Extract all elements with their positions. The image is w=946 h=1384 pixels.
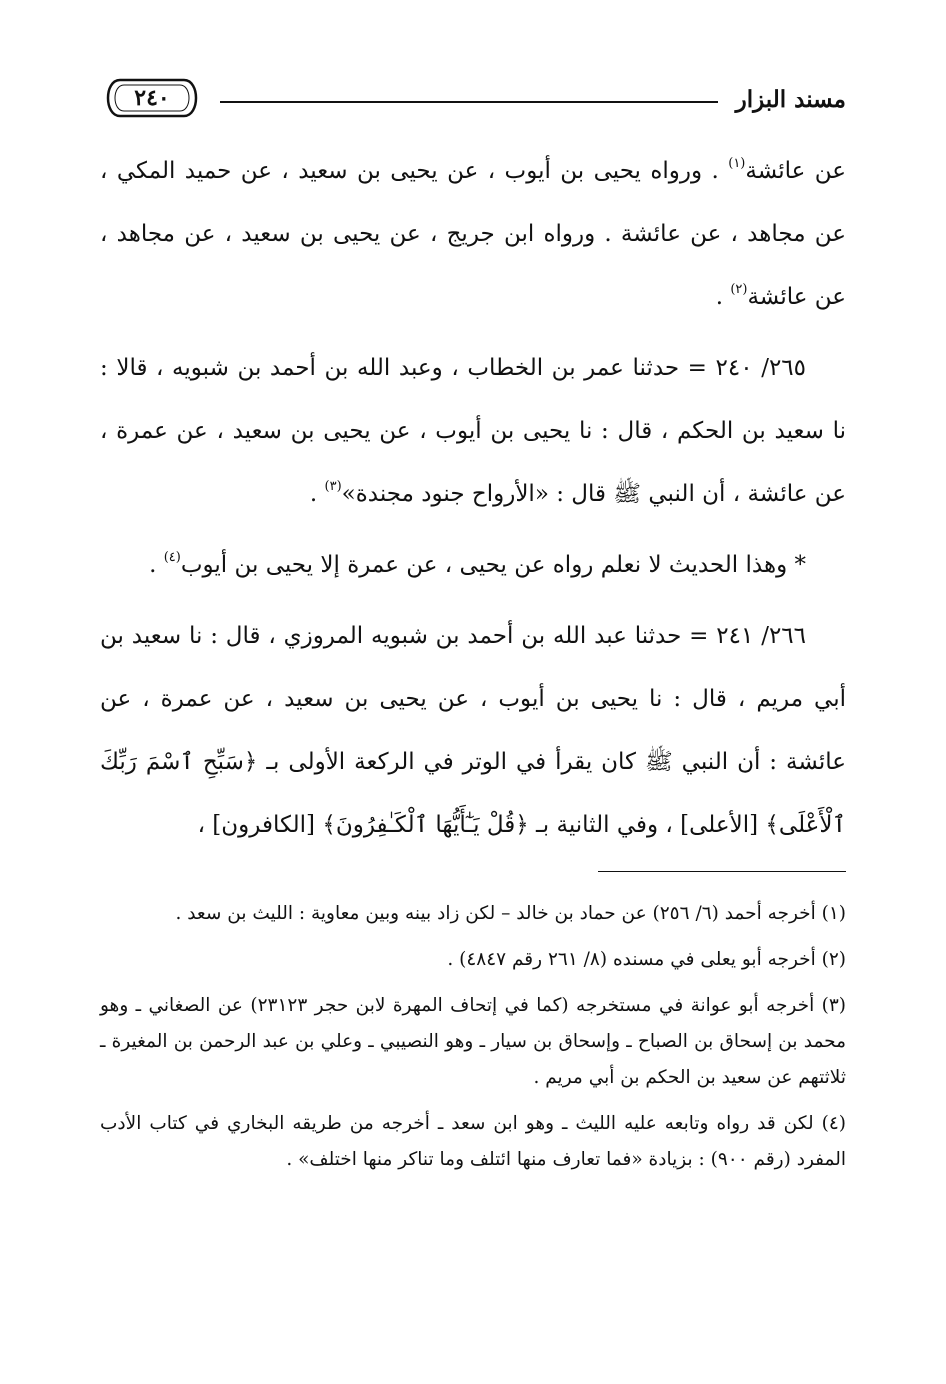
page-number: ٢٤٠ <box>134 85 170 111</box>
book-title: مسند البزار <box>735 86 846 113</box>
footnote-number: (٤) <box>821 1113 846 1134</box>
footnote-ref: (٢) <box>730 282 748 297</box>
paragraph-continuation <box>100 140 846 329</box>
footnote-divider <box>598 871 846 872</box>
footnote-4 <box>100 1106 846 1178</box>
footnote-text: أخرجه أبو عوانة في مستخرجه (كما في إتحاف المهرة لابن حجر ٢٣١٢٣) عن الصغاني ـ وهو محمد بن إسحاق بن الصباح ـ وإسحاق بن سيار ـ وهو النصيبي ـ وعلي بن عبد الرحمن بن المغيرة ـ ثلاثتهم عن سعيد بن الحكم بن أبي مريم . <box>100 995 846 1088</box>
paragraph-text: . <box>149 552 164 578</box>
footnote-text: أخرجه أبو يعلى في مسنده (٨/ ٢٦١ رقم ٤٨٤٧) . <box>447 949 816 970</box>
footnote-1 <box>100 896 846 932</box>
paragraph-text: * وهذا الحديث لا نعلم رواه عن يحيى ، عن عمرة إلا يحيى بن أيوب <box>180 552 806 578</box>
footnote-number: (٣) <box>821 995 846 1016</box>
paragraph-text: . ورواه يحيى بن أيوب ، عن يحيى بن سعيد ، عن حميد المكي ، عن مجاهد ، عن عائشة . ورواه ابن جريج ، عن يحيى بن سعيد ، عن مجاهد ، عن عائشة <box>100 158 846 310</box>
main-text <box>100 140 846 857</box>
footnotes <box>100 896 846 1188</box>
paragraph-text: . <box>309 481 325 507</box>
header-rule <box>220 101 718 103</box>
paragraph-text: ٢٦٦/ ٢٤١ = حدثنا عبد الله بن أحمد بن شبويه المروزي ، قال : نا سعيد بن أبي مريم ، قال : نا يحيى بن أيوب ، عن يحيى بن سعيد ، عن عمرة ، عن عائشة : أن النبي ﷺ كان يقرأ في الوتر في الركعة الأولى بـ ﴿سَبِّحِ ٱسْمَ رَبِّكَ ٱلْأَعْلَى﴾ [الأعلى] ، وفي الثانية بـ ﴿قُلْ يَـٰٓأَيُّهَا ٱلْكَـٰفِرُونَ﴾ [الكافرون] ، <box>100 623 846 838</box>
footnote-number: (١) <box>821 903 846 924</box>
footnote-text: أخرجه أحمد (٦/ ٢٥٦) عن حماد بن خالد – لكن زاد بينه وبين معاوية : الليث بن سعد . <box>175 903 816 924</box>
footnote-text: لكن قد رواه وتابعه عليه الليث ـ وهو ابن سعد ـ أخرجه من طريقه البخاري في كتاب الأدب المفرد (رقم ٩٠٠) : بزيادة «فما تعارف منها ائتلف وما تناكر منها اختلف» . <box>100 1113 846 1170</box>
commentary-paragraph <box>100 534 846 597</box>
footnote-number: (٢) <box>821 949 846 970</box>
paragraph-text: ٢٦٥/ ٢٤٠ = حدثنا عمر بن الخطاب ، وعبد الله بن أحمد بن شبويه ، قالا : نا سعيد بن الحكم ، قال : نا يحيى بن أيوب ، عن يحيى بن سعيد ، عن عمرة ، عن عائشة ، أن النبي ﷺ قال : «الأرواح جنود مجندة» <box>100 355 846 507</box>
footnote-2 <box>100 942 846 978</box>
footnote-ref: (٣) <box>324 479 342 494</box>
paragraph-text: . <box>715 284 731 310</box>
hadith-266 <box>100 605 846 857</box>
page-header <box>100 74 846 130</box>
hadith-265 <box>100 337 846 526</box>
paragraph-text: عن عائشة <box>745 158 846 184</box>
page-number-badge <box>100 74 204 122</box>
footnote-ref: (٤) <box>163 550 181 565</box>
footnote-ref: (١) <box>728 156 746 171</box>
footnote-3 <box>100 988 846 1096</box>
